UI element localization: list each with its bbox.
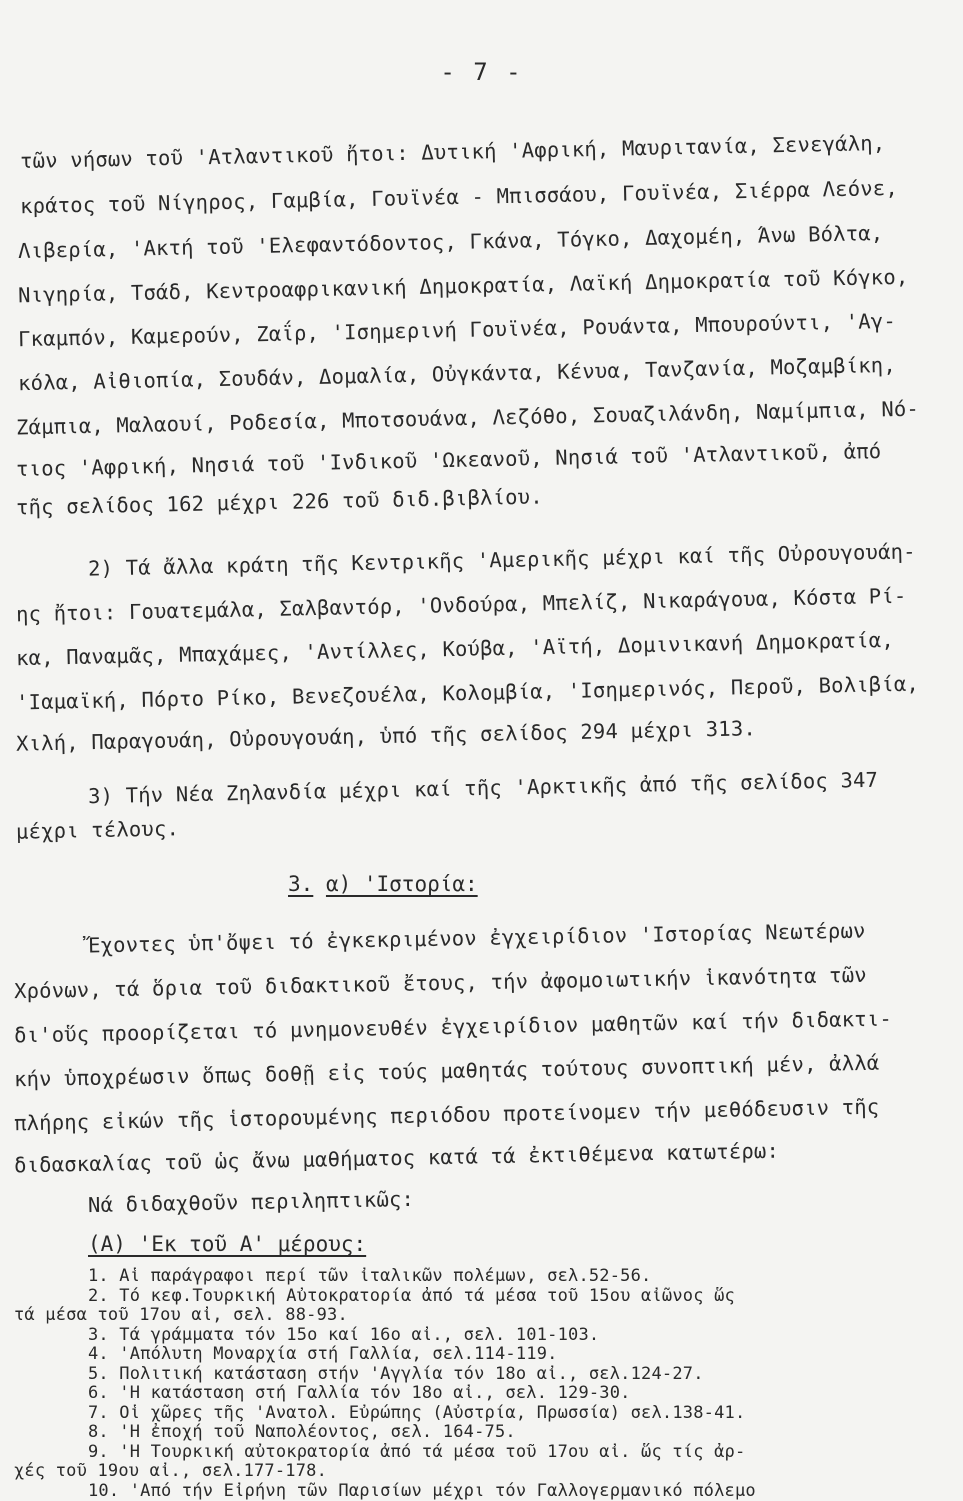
list-item: 7. Οἱ χῶρες τῆς 'Ανατολ. Εὐρώπης (Αὐστρία, Πρωσσία) σελ.138-41. (88, 1402, 746, 1423)
text-line: Ζάμπια, Μαλαουί, Ροδεσία, Μποτσουάνα, Λεζόθο, Σουαζιλάνδη, Ναμίμπια, Νό- (15, 396, 920, 440)
text-line: 2) Τά ἄλλα κράτη τῆς Κεντρικῆς 'Αμερικῆς μέχρι καί τῆς Οὐρουγουάη- (87, 539, 916, 581)
text-line: Χρόνων, τά ὅρια τοῦ διδακτικοῦ ἔτους, τήν ἀφομοιωτικήν ἱκανότητα τῶν (13, 962, 868, 1004)
text-line: Χιλή, Παραγουάη, Οὐρουγουάη, ὑπό τῆς σελίδος 294 μέχρι 313. (15, 716, 757, 756)
text-line: 3) Τήν Νέα Ζηλανδία μέχρι καί τῆς 'Αρκτικῆς ἀπό τῆς σελίδος 347 (87, 767, 879, 809)
text-line: μέχρι τέλους. (15, 816, 180, 844)
text-line: Νιγηρία, Τσάδ, Κεντροαφρικανική Δημοκρατία, Λαϊκή Δημοκρατία τοῦ Κόγκο, (17, 264, 909, 308)
text-line: κήν ὑποχρέωσιν ὅπως δοθῇ εἰς τούς μαθητάς τούτους συνοπτική μέν, ἀλλά (13, 1050, 880, 1092)
text-line: τιος 'Αφρική, Νησιά τοῦ 'Ινδικοῦ 'Ωκεανοῦ, Νησιά τοῦ 'Ατλαντικοῦ, ἀπό (15, 438, 882, 482)
text-line: Ἔχοντες ὑπ'ὄψει τό ἐγκεκριμένον ἐγχειρίδιον 'Ιστορίας Νεωτέρων (87, 918, 866, 958)
text-line: ης ἤτοι: Γουατεμάλα, Σαλβαντόρ, 'Ονδούρα, Μπελίζ, Νικαράγουα, Κόστα Ρί- (15, 583, 907, 627)
section-heading (288, 872, 478, 896)
section-title: α) 'Ιστορία: (325, 872, 478, 896)
list-item: 5. Πολιτική κατάσταση στήν 'Αγγλία τόν 18ο αἰ., σελ.124-27. (88, 1363, 704, 1384)
text-line: Γκαμπόν, Καμερούν, Ζαΐρ, 'Ισημερινή Γουϊνέα, Ρουάντα, Μπουρούντι, 'Αγ- (17, 308, 897, 352)
text-line: Νά διδαχθοῦν περιληπτικῶς: (87, 1186, 415, 1218)
text-line: τῆς σελίδος 162 μέχρι 226 τοῦ διδ.βιβλίου. (15, 484, 543, 520)
list-item: 4. 'Απόλυτη Μοναρχία στή Γαλλία, σελ.114-119. (88, 1344, 558, 1364)
list-item: 6. 'Η κατάσταση στή Γαλλία τόν 18ο αἰ., σελ. 129-30. (88, 1383, 631, 1403)
text-line: 'Ιαμαϊκή, Πόρτο Ρίκο, Βενεζουέλα, Κολομβία, 'Ισημερινός, Περοῦ, Βολιβία, (15, 671, 920, 715)
text-line: κα, Παναμᾶς, Μπαχάμες, 'Αντίλλες, Κούβα, 'Αϊτή, Δομινικανή Δημοκρατία, (15, 627, 895, 671)
list-item: τά μέσα τοῦ 17ου αἰ, σελ. 88-93. (14, 1305, 348, 1325)
text-line: δι'οὕς προορίζεται τό μνημονευθέν ἐγχειρίδιον μαθητῶν καί τήν διδακτι- (13, 1006, 893, 1048)
section-number: 3. (288, 872, 314, 896)
subheading: (Α) 'Εκ τοῦ Α' μέρους: (88, 1232, 367, 1256)
text-line: διδασκαλίας τοῦ ὡς ἄνω μαθήματος κατά τά ἐκτιθέμενα κατωτέρω: (13, 1138, 780, 1178)
list-item: 2. Τό κεφ.Τουρκική Αὐτοκρατορία ἀπό τά μέσα τοῦ 15ου αἰῶνος ὥς (88, 1285, 735, 1306)
text-line: κόλα, Αἰθιοπία, Σουδάν, Δομαλία, Οὐγκάντα, Κένυα, Τανζανία, Μοζαμβίκη, (17, 352, 897, 396)
list-item: 8. 'Η ἐποχή τοῦ Ναπολέοντος, σελ. 164-75. (88, 1422, 516, 1442)
page-number: - 7 - (440, 58, 523, 86)
text-line: Λιβερία, 'Ακτή τοῦ 'Ελεφαντόδοντος, Γκάνα, Τόγκο, Δαχομέη, Άνω Βόλτα, (17, 220, 884, 264)
list-item: 3. Τά γράμματα τόν 15ο καί 16ο αἰ., σελ. 101-103. (88, 1324, 600, 1345)
text-line: τῶν νήσων τοῦ 'Ατλαντικοῦ ἤτοι: Δυτική 'Αφρική, Μαυριτανία, Σενεγάλη, (19, 130, 886, 174)
list-item: χές τοῦ 19ου αἰ., σελ.177-178. (14, 1461, 328, 1481)
list-item: 9. 'Η Τουρκική αὐτοκρατορία ἀπό τά μέσα τοῦ 17ου αἰ. ὥς τίς ἀρ- (88, 1441, 746, 1462)
list-item: 1. Αἱ παράγραφοι περί τῶν ἰταλικῶν πολέμων, σελ.52-56. (88, 1266, 652, 1286)
list-item: 10. 'Από τήν Εἰρήνη τῶν Παρισίων μέχρι τόν Γαλλογερμανικό πόλεμο (88, 1480, 756, 1501)
text-line: κράτος τοῦ Νίγηρος, Γαμβία, Γουϊνέα - Μπισσάου, Γουϊνέα, Σιέρρα Λεόνε, (19, 175, 899, 219)
text-line: πλήρης εἰκών τῆς ἱστορουμένης περιόδου προτείνομεν τήν μεθόδευσιν τῆς (13, 1094, 880, 1136)
